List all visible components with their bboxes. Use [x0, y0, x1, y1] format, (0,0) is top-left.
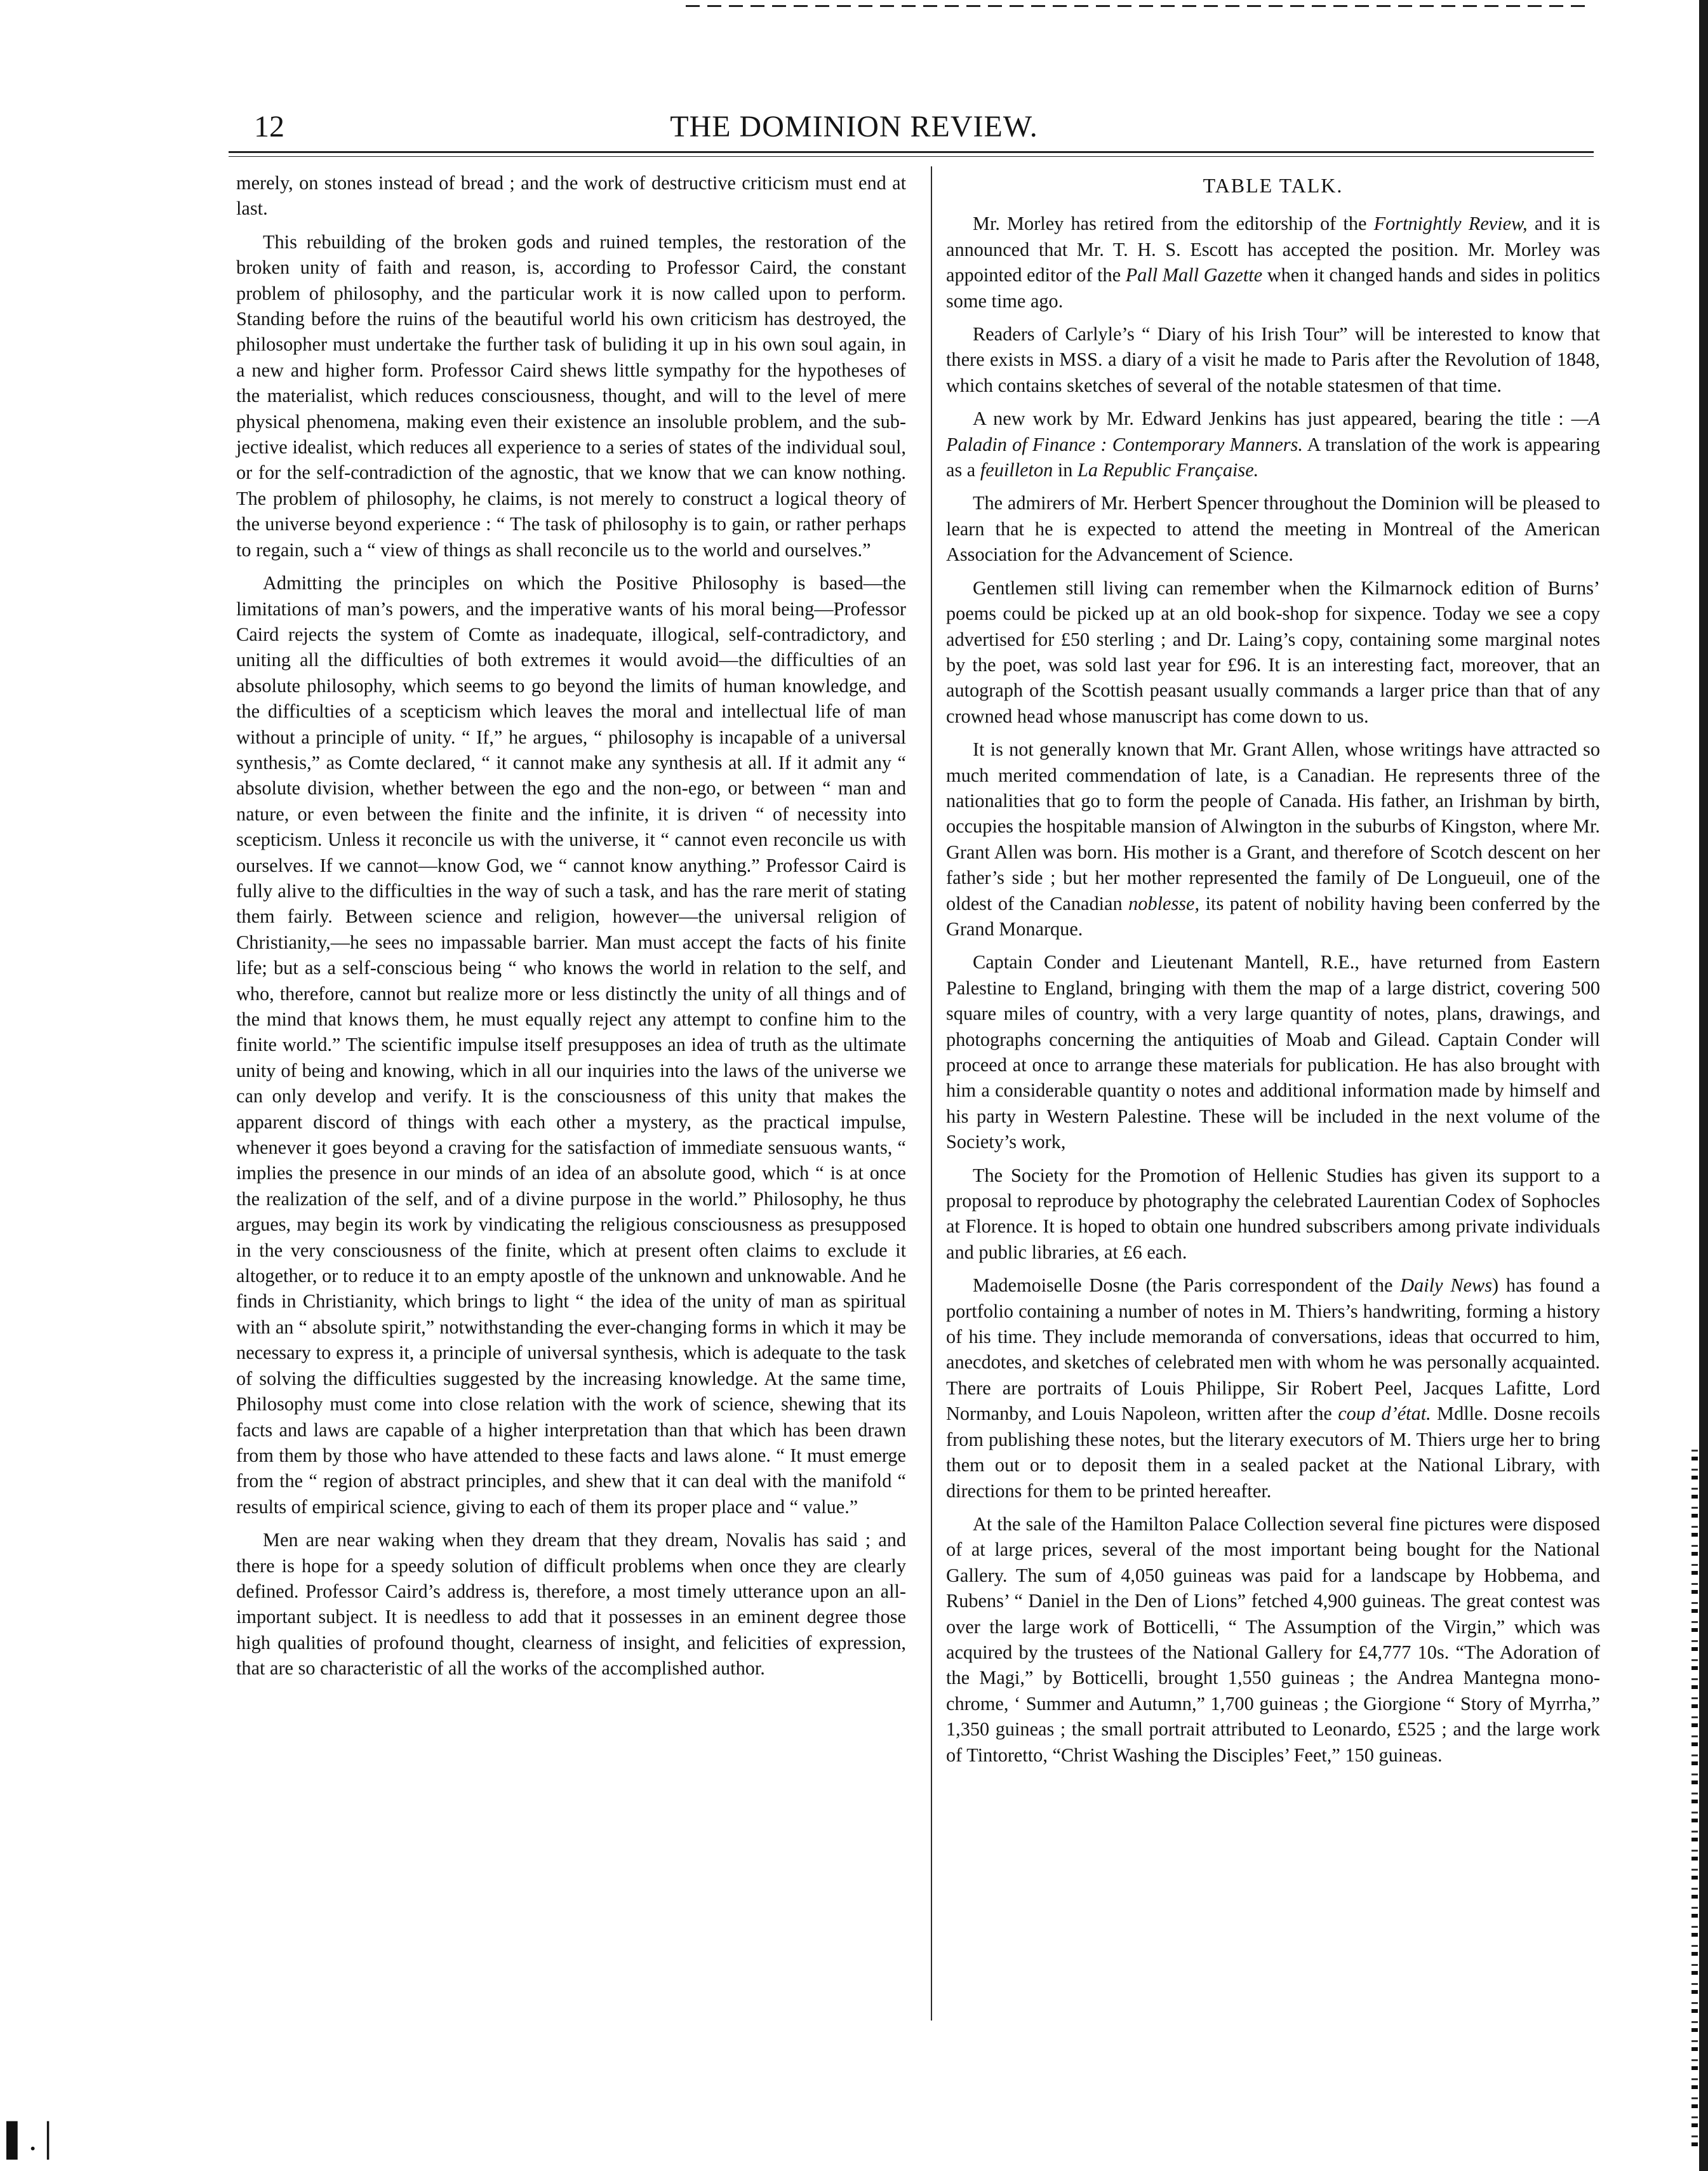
periodical-title: La Republic Française.: [1078, 459, 1259, 481]
text-run: in: [1053, 459, 1078, 481]
text-run: and it is announced that Mr. T. H. S. Escott has accepted the position. Mr. Morley was appointed editor of the: [946, 213, 1600, 286]
periodical-title: Fortnightly Review,: [1373, 213, 1528, 235]
paragraph: The admirers of Mr. Herbert Spencer throughout the Dominion will be pleased to learn that he is expected to attend the meeting in Montreal of the American Association for the Advancement of Science.: [946, 492, 1600, 566]
text-run: when it changed hands and sides in politics some time ago.: [946, 264, 1600, 312]
italic-term: coup d’état.: [1338, 1403, 1431, 1425]
scan-edge: [1699, 0, 1708, 2171]
text-run: Mr. Morley has retired from the editorship of the: [973, 213, 1374, 235]
paragraph: Readers of Carlyle’s “ Diary of his Irish Tour” will be interested to know that there exists in MSS. a diary of a visit he made to Paris after the Revolution of 1848, which contains sketches of several of the notable statesmen of that time.: [946, 323, 1600, 396]
header-rule: [229, 151, 1594, 153]
paragraph: Captain Conder and Lieutenant Mantell, R.E., have returned from Eastern Palestine to England, bringing with them the map of a large district, covering 500 square miles of country, with a very large quantity of notes, plans, drawings, and photographs concerning the antiquities of Moab and Gilead. Captain Conder will proceed at once to arrange these materials for publication. He has also brought with him a considerable quantity o notes and additional information made by himself and his party in Western Palestine. These will be included in the next volume of the Society’s work,: [946, 951, 1600, 1153]
scan-margin-noise: [1691, 1448, 1698, 2146]
left-column: [236, 170, 906, 1689]
paragraph: The Society for the Promotion of Hellenic Studies has given its support to a proposal to reproduce by photography the celebrated Laurentian Codex of Sophocles at Florence. It is hoped to obtain one hundred subscribers among private individuals and public libraries, at £6 each.: [946, 1164, 1600, 1263]
right-column: [946, 170, 1600, 1775]
text-run: Mademoiselle Dosne (the Paris correspondent of the: [973, 1274, 1401, 1297]
paragraph: merely, on stones instead of bread ; and the work of destructive criticism must end at last.: [236, 172, 906, 220]
paragraph: [946, 737, 1600, 942]
paragraph: [946, 406, 1600, 483]
text-run: A translation of the work is appearing as a: [946, 433, 1600, 481]
paragraph: Admitting the principles on which the Positive Philosophy is based—the limitations of man’s powers, and the imperative wants of his moral being—Professor Caird rejects the system of Comte as inadequate, illogical, self-contradictory, and uniting all the difficulties of both extremes it would avoid—the difficulties of an absolute philosophy, which seems to go beyond the limits of human knowledge, and the difficulties of a scepticism which leaves the moral and intellectual life of man without a principle of unity. “ If,” he argues, “ philosophy is incapable of a universal synthesis,” as Comte declared, “ it cannot make any synthesis at all. If it admit any “ absolute division, whether between the ego and the non-ego, or between “ man and nature, or even between the finite and the infinite, it is driven “ of necessity into scepticism. Unless it reconcile us with the universe, it “ cannot even reconcile us with ourselves. If we cannot—know God, we “ cannot know anything.” Professor Caird is fully alive to the difficulties in the way of such a task, and has the rare merit of stating them fairly. Between science and religion, however—the universal religion of Christianity,—he sees no impassable barrier. Man must accept the facts of his finite life; but as a self-conscious being “ who knows the world in relation to the self, and who, therefore, cannot but realize more or less distinctly the unity of all things and of the mind that knows them, he must equally reject any attempt to confine him to the finite world.” The scientific impulse itself presupposes an idea of truth as the ultimate unity of being and knowing, which in all our inquiries into the laws of the universe we can only develop and verify. It is the consciousness of this unity that makes the apparent discord of things with each other a mystery, as the practical impulse, whenever it goes beyond a craving for the satisfaction of immediate sensuous wants, “ implies the presence in our minds of an idea of an absolute good, which “ is at once the realization of the self, and of a divine purpose in the world.” Philosophy, he thus argues, may begin its work by vindicating the religious consciousness as presupposed in the very consciousness of the finite, which at present often claims to exclude it altogether, or to reduce it to an empty apostle of the unknown and unknowable. And he finds in Christianity, which brings to light “ the idea of the unity of man as spiritual with an “ absolute spirit,” notwithstanding the ever-changing forms in which it may be necessary to express it, a principle of universal synthesis, which is adequate to the task of solving the difficulties suggested by the increasing knowledge. At the same time, Philosophy must come into close relation with the work of science, shewing that its facts and laws are capable of a higher interpretation than that which has been drawn from them by those who have attended to these facts and laws alone. “ It must emerge from the “ region of abstract principles, and shew that it can deal with the manifold “ results of empirical science, giving to each of them its proper place and “ value.”: [236, 572, 906, 1518]
text-run: A new work by Mr. Edward Jenkins has just appeared, bearing the title :: [973, 408, 1564, 430]
column-divider: [931, 166, 932, 2021]
paragraph: This rebuilding of the broken gods and ruined temples, the restoration of the broken unity of faith and reason, is, according to Professor Caird, the constant problem of philosophy, and the particular work it is now called upon to perform. Standing before the ruins of the beautiful world his own criticism has destroyed, the philosopher must undertake the further task of buliding it up in his own soul again, in a new and higher form. Professor Caird shews little sympathy for the hypotheses of the materialist, which reduces consciousness, thought, and will to the level of mere physical phenomena, making even their existence an insoluble problem, and the subjective idealist, which reduces all experience to a series of states of the individual soul, or for the self-contradiction of the agnostic, that we know that we can know nothing. The problem of philosophy, he claims, is not merely to construct a logical theory of the universe beyond experience : “ The task of philosophy is to gain, or rather perhaps to regain, such a “ view of things as shall reconcile us to the world and ourselves.”: [236, 230, 906, 561]
scan-corner-mark: ▌.│: [6, 2121, 60, 2157]
section-heading: TABLE TALK.: [1203, 174, 1344, 197]
italic-term: noblesse,: [1128, 892, 1200, 914]
paragraph: At the sale of the Hamilton Palace Collection several fine pictures were disposed of at large prices, several of the most important being bought for the National Gallery. The sum of 4,050 guineas was paid for a landscape by Hobbema, and Rubens’ “ Daniel in the Den of Lions” fetched 4,900 guineas. The great contest was over the large work of Botticelli, “ The Assumption of the Virgin,” which was acquired by the trustees of the National Gallery for £4,777 10s. “The Adoration of the Magi,” by Botticelli, brought 1,550 guineas ; the Andrea Mantegna mono-chrome, ‘ Summer and Autumn,” 1,700 guineas ; the Giorgione “ Story of Myrrha,” 1,350 guineas ; the small portrait attributed to Leonardo, £525 ; and the large work of Tintoretto, “Christ Washing the Disciples’ Feet,” 150 guineas.: [946, 1513, 1600, 1766]
text-run: its patent of nobility having been conferred by the Grand Monarque.: [946, 892, 1600, 940]
paragraph: Men are near waking when they dream that they dream, Novalis has said ; and there is hope for a speedy solution of difficult problems when once they are clearly defined. Professor Caird’s address is, therefore, a most timely utterance upon an all-important subject. It is needless to add that it possesses in an eminent degree those high qualities of profound thought, clearness of insight, and felicities of expression, that are so characteristic of all the works of the accomplished author.: [236, 1529, 906, 1680]
journal-title: THE DOMINION REVIEW.: [670, 110, 1038, 144]
text-run: It is not generally known that Mr. Grant Allen, whose writings have attracted so much merited commendation of late, is a Canadian. He represents three of the nationalities that go to form the people of Canada. His father, an Irishman by birth, occupies the hospitable mansion of Alwington in the suburbs of Kingston, where Mr. Grant Allen was born. His mother is a Grant, and therefore of Scotch descent on her father’s side ; but her mother represented the family of De Longueuil, one of the oldest of the Canadian: [946, 738, 1600, 914]
text-run: Mdlle. Dosne recoils from publishing these notes, but the literary executors of M. Thiers urge her to bring them out or to deposit them in a sealed packet at the National Library, with directions for them to be printed hereafter.: [946, 1403, 1600, 1502]
text-run: ) has found a portfolio containing a number of notes in M. Thiers’s handwriting, forming a history of his time. They include memoranda of conversations, ideas that occurred to him, anecdotes, and sketches of celebrated men with whom he was personally acquainted. There are portraits of Louis Philippe, Sir Robert Peel, Jacques Lafitte, Lord Normanby, and Louis Napoleon, written after the: [946, 1274, 1600, 1425]
page-number: 12: [254, 110, 284, 144]
periodical-title: Daily News: [1400, 1274, 1492, 1297]
italic-term: feuilleton: [980, 459, 1053, 481]
paragraph: Gentlemen still living can remember when the Kilmarnock edition of Burns’ poems could be picked up at an old book-shop for sixpence. Today we see a copy advertised for £50 sterling ; and Dr. Laing’s copy, containing some marginal notes by the poet, was sold last year for £96. It is an interesting fact, moreover, that an autograph of the Scottish peasant usually commands a larger price than that of any crowned head whose manuscript has come down to us.: [946, 577, 1600, 727]
periodical-title: Pall Mall Gazette: [1125, 264, 1263, 286]
book-title: —A Paladin of Finance : Contemporary Manners.: [946, 408, 1601, 455]
scan-top-marks: [686, 5, 1587, 7]
paragraph: [946, 1273, 1600, 1504]
paragraph: [946, 211, 1600, 314]
header-rule-thin: [229, 156, 1594, 157]
